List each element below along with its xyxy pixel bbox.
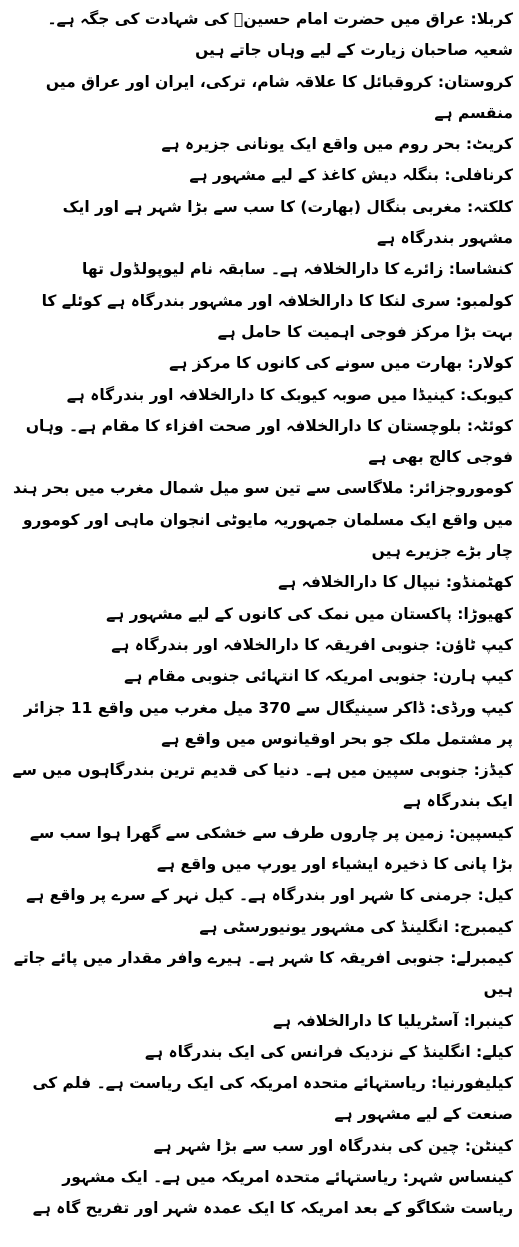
entry-crete: کریٹ: بحر روم میں واقع ایک یونانی جزیرہ ہے — [161, 135, 513, 154]
entry-canberra: کینبرا: آسٹریلیا کا دارالخلافہ ہے — [272, 1011, 513, 1030]
entry-cape-horn: کیپ ہارن: جنوبی امریکہ کا انتہائی جنوبی مقام ہے — [124, 667, 513, 686]
entry-kiel: کیل: جرمنی کا شہر اور بندرگاہ ہے۔ کیل نہر کے سرے پر واقع ہے — [26, 886, 513, 905]
entry-california: کیلیفورنیا: ریاستہائے متحدہ امریکہ کی ایک ریاست ہے۔ فلم کی صنعت کے لیے مشہور ہے — [32, 1074, 513, 1124]
entry-kolar: کولار: بھارت میں سونے کی کانوں کا مرکز ہے — [169, 354, 513, 373]
entry-kimberley: کیمبرلے: جنوبی افریقہ کا شہر ہے۔ ہیرے وافر مقدار میں پائے جاتے ہیں — [13, 948, 513, 999]
entry-kathmandu: کھٹمنڈو: نیپال کا دارالخلافہ ہے — [278, 573, 513, 592]
entry-kansas-city: کینساس شہر: ریاستہائے متحدہ امریکہ میں ہے۔ ایک مشہور ریاست شکاگو کے بعد امریکہ کا ایک عمدہ شہر اور تفریح گاہ ہے — [32, 1167, 513, 1218]
entry-cape-verde: کیپ ورڈی: ڈاکر سینیگال سے 370 میل مغرب میں واقع 11 جزائر پر مشتمل ملک جو بحر اوقیانوس میں واقع ہے — [23, 698, 513, 748]
entry-kolkata: کلکتہ: مغربی بنگال (بھارت) کا سب سے بڑا شہر ہے اور ایک مشہور بندرگاہ ہے — [62, 197, 513, 248]
entry-colombo: کولمبو: سری لنکا کا دارالخلافہ اور مشہور بندرگاہ ہے کوئلے کا بہت بڑا مرکز فوجی اہمیت کا حامل ہے — [41, 291, 513, 341]
entry-karnaphuli: کرنافلی: بنگلہ دیش کاغذ کے لیے مشہور ہے — [189, 166, 513, 185]
entry-calais: کیلے: انگلینڈ کے نزدیک فرانس کی ایک بندرگاہ ہے — [144, 1042, 513, 1061]
document-page — [6, 4, 513, 1247]
entry-cambridge: کیمبرج: انگلینڈ کی مشہور یونیورسٹی ہے — [199, 917, 513, 936]
entry-canton: کینٹن: چین کی بندرگاہ اور سب سے بڑا شہر ہے — [153, 1136, 513, 1155]
entry-quebec: کیوبک: کینیڈا میں صوبہ کیوبک کا دارالخلافہ اور بندرگاہ ہے — [66, 385, 513, 404]
entry-quetta: کوئٹہ: بلوچستان کا دارالخلافہ اور صحت افزاء کا مقام ہے۔ وہاں فوجی کالج بھی ہے — [25, 416, 513, 467]
entry-khewra: کھیوڑا: پاکستان میں نمک کی کانوں کے لیے مشہور ہے — [106, 604, 513, 623]
entry-cadiz: کیڈز: جنوبی سپین میں ہے۔ دنیا کی قدیم ترین بندرگاہوں میں سے ایک بندرگاہ ہے — [12, 761, 513, 811]
entry-caspian: کیسپین: زمین پر چاروں طرف سے خشکی سے گھرا ہوا سب سے بڑا پانی کا ذخیرہ ایشیاء اور یورپ میں واقع ہے — [29, 823, 513, 874]
entry-kurdistan: کروستان: کروقبائل کا علاقہ شام، ترکی، ایران اور عراق میں منقسم ہے — [45, 72, 513, 122]
entry-comoros: کوموروجزائر: ملاگاسی سے تین سو میل شمال مغرب میں بحر ہند میں واقع ایک مسلمان جمہوریہ مایوٹی انجوان ماہی اور کومورو چار بڑے جزیرے ہیں — [13, 479, 513, 561]
entry-cape-town: کیپ ٹاؤن: جنوبی افریقہ کا دارالخلافہ اور بندرگاہ ہے — [111, 635, 513, 654]
entry-karbala: کربلا: عراق میں حضرت امام حسینؓ کی شہادت کی جگہ ہے۔ شعیہ صاحبان زیارت کے لیے وہاں جاتے ہیں — [47, 10, 513, 60]
entry-kinshasa: کنشاسا: زائرے کا دارالخلافہ ہے۔ سابقہ نام لیوپولڈول تھا — [82, 260, 513, 279]
